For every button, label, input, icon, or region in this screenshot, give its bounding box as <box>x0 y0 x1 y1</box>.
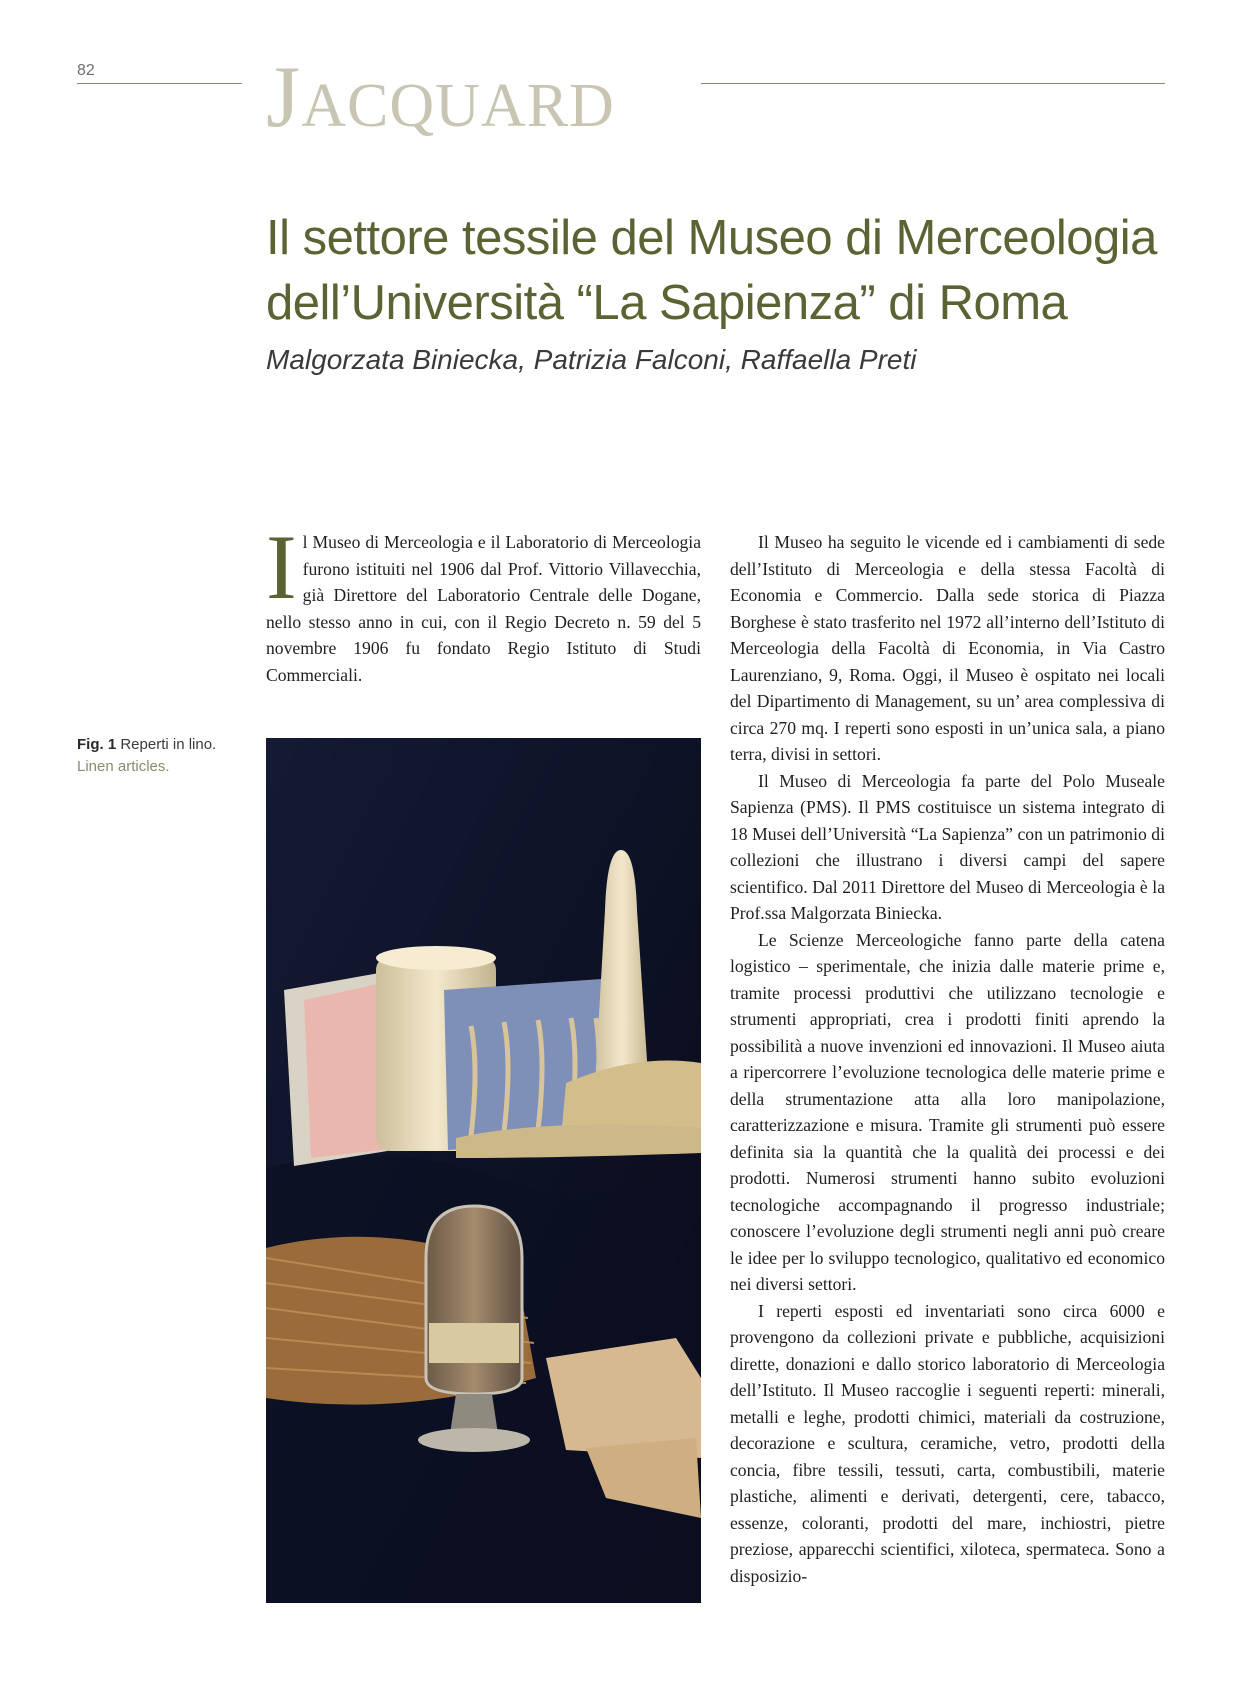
figure-photo <box>266 738 701 1603</box>
article-title-line-1: Il settore tessile del Museo di Merceologia <box>266 211 1157 265</box>
header-rule-right <box>701 83 1165 84</box>
body-paragraph-2: Il Museo di Merceologia fa parte del Polo Museale Sapienza (PMS). Il PMS costituisce un sistema integrato di 18 Musei dell’Università “La Sapienza” con un patrimonio di collezioni che illustrano i diversi campi del sapere scientifico. Dal 2011 Direttore del Museo di Merceologia è la Prof.ssa Malgorzata Biniecka. <box>730 770 1165 923</box>
article-title <box>266 206 1186 336</box>
intro-paragraph <box>266 516 701 688</box>
page-number: 82 <box>77 62 95 79</box>
header-rule-left <box>77 83 242 84</box>
article-title-line-2: dell’Università “La Sapienza” di Roma <box>266 276 1068 330</box>
figure-caption <box>77 734 237 778</box>
figure-caption-italian: Reperti in lino. <box>120 736 217 753</box>
body-paragraph-4: I reperti esposti ed inventariati sono circa 6000 e provengono da collezioni private e pubbliche, acquisizioni dirette, donazioni e dallo storico laboratorio di Merceologia dell’Istituto. Il Museo raccoglie i seguenti reperti: minerali, metalli e leghe, prodotti chimici, materiali da costruzione, decorazione e scultura, ceramiche, vetro, prodotti della concia, fibre tessili, tessuti, carta, combustibili, materie plastiche, alimenti e derivati, detergenti, cere, tabacco, essenze, coloranti, prodotti del mare, inchiostri, pietre preziose, apparecchi scientifici, xiloteca, spermateca. Sono a disposizio- <box>730 1300 1165 1586</box>
intro-paragraph-text: l Museo di Merceologia e il Laboratorio di Merceologia furono istituiti nel 1906 dal Prof. Vittorio Villavecchia, già Direttore del Laboratorio Centrale delle Dogane, nello stesso anno in cui, con il Regio Decreto n. 59 del 5 novembre 1906 fu fondato Regio Istituto di Studi Commerciali. <box>266 532 701 685</box>
linen-articles-photo <box>266 738 701 1603</box>
figure-label: Fig. 1 <box>77 736 117 753</box>
body-paragraph-1: Il Museo ha seguito le vicende ed i cambiamenti di sede dell’Istituto di Merceologia e della stessa Facoltà di Economia e Commercio. Dalla sede storica di Piazza Borghese è stato trasferito nel 1972 all’interno dell’Istituto di Merceologia della Facoltà di Economia, in Via Castro Laurenziano, 9, Roma. Oggi, il Museo è ospitato nei locali del Dipartimento di Management, su un’ area complessiva di circa 270 mq. I reperti sono esposti in un’unica sala, a piano terra, divisi in settori. <box>730 532 1165 764</box>
body-paragraph-3: Le Scienze Merceologiche fanno parte della catena logistico – sperimentale, che inizia dalle materie prime e, tramite processi produttivi che utilizzano tecnologie e strumenti appropriati, crea i prodotti finiti aprendo la possibilità a nuove invenzioni ed innovazioni. Il Museo aiuta a ripercorrere l’evoluzione tecnologica delle materie prime e della strumentazione atta alla loro manipolazione, caratterizzazione e misura. Tramite gli strumenti può essere definita sia la quantità che la qualità dei processi e dei prodotti. Numerosi strumenti hanno subito evoluzioni tecnologiche accompagnando il progresso industriale; conoscere l’evoluzione degli strumenti negli anni può creare le idee per lo sviluppo tecnologico, qualitativo ed economico nei diversi settori. <box>730 929 1165 1294</box>
body-column-right <box>730 529 1165 1589</box>
body-column-left <box>266 516 701 688</box>
section-title: Jacquard <box>266 49 615 146</box>
figure-caption-english: Linen articles. <box>77 758 170 775</box>
drop-cap: I <box>266 516 297 618</box>
article-authors: Malgorzata Biniecka, Patrizia Falconi, Raffaella Preti <box>266 344 917 375</box>
